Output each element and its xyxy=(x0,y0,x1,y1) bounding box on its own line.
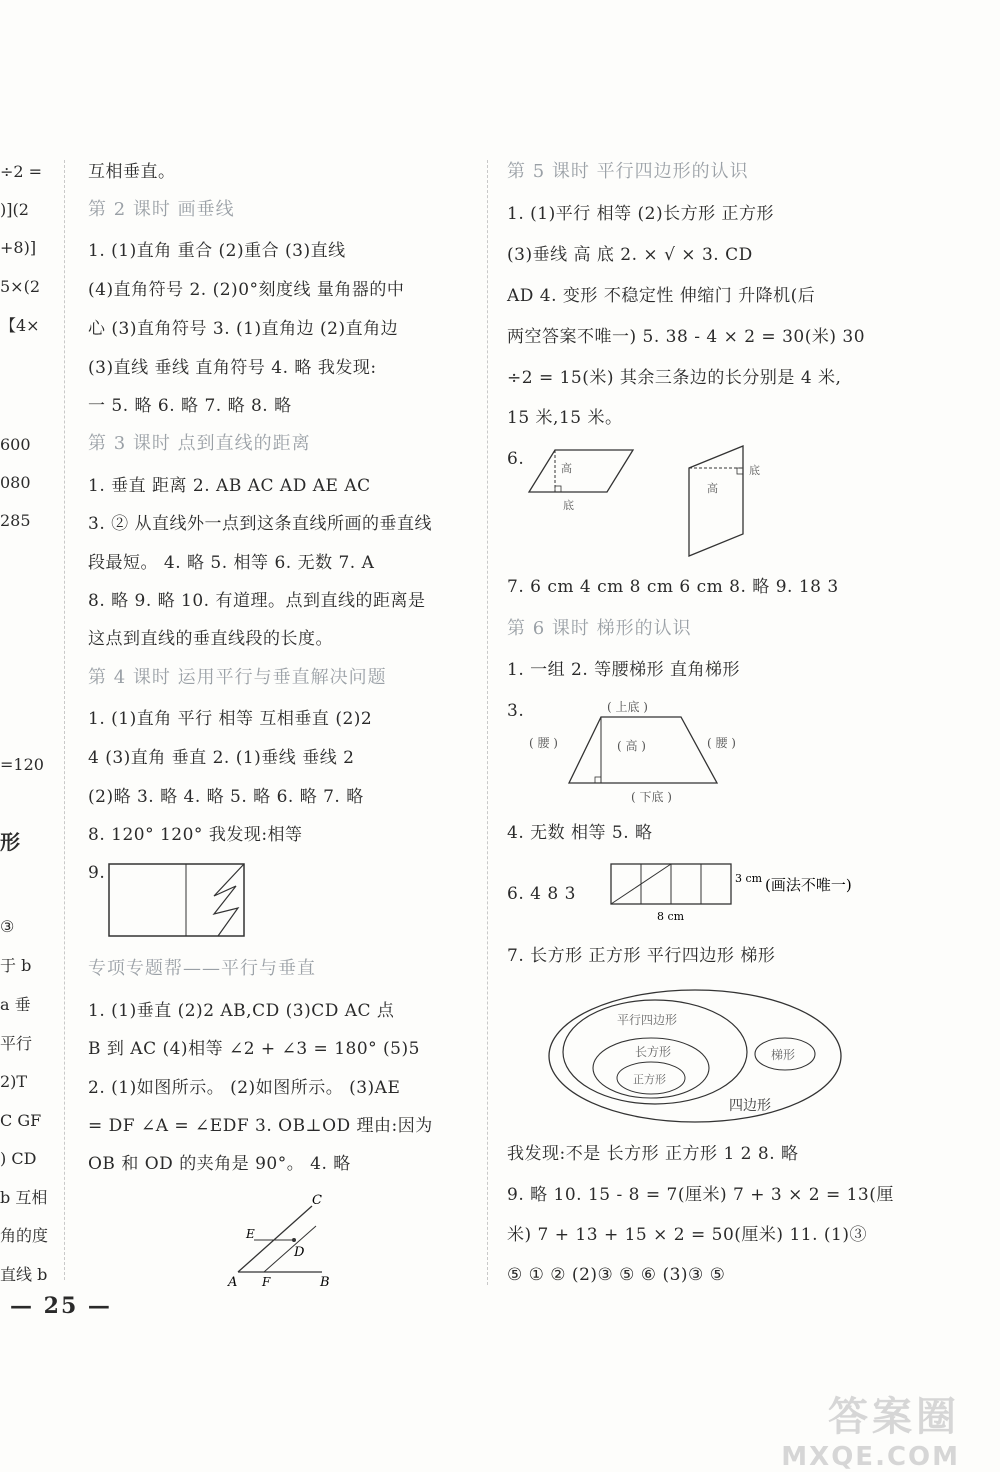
rect-note-label: (画法不唯一) xyxy=(765,876,852,894)
answer-line: 1. (1)垂直 (2)2 AB,CD (3)CD AC 点 xyxy=(88,1001,395,1021)
rectangle-zigzag-figure xyxy=(108,862,258,940)
geo-label-a: A xyxy=(228,1275,238,1290)
answer-line: ÷2 = 15(米) 其余三条边的长分别是 4 米, xyxy=(507,368,842,388)
left-fragment: ÷2 = xyxy=(0,162,43,181)
trap-right-leg-label: ( 腰 ) xyxy=(707,736,736,750)
trapezoid-figure xyxy=(521,695,771,805)
left-fragment: 080 xyxy=(0,473,31,492)
para2-base-label: 底 xyxy=(749,464,760,477)
venn-quadrilateral-label: 四边形 xyxy=(729,1098,771,1114)
left-fragment: 于 b xyxy=(0,956,32,975)
para-height-label: 高 xyxy=(561,462,572,475)
geo-label-c: C xyxy=(312,1193,322,1208)
answer-line: 7. 6 cm 4 cm 8 cm 6 cm 8. 略 9. 18 3 xyxy=(507,577,839,597)
left-fragment: 形 xyxy=(0,830,20,854)
answer-line: 8. 120° 120° 我发现:相等 xyxy=(88,825,303,845)
answer-line: 9. xyxy=(88,863,106,883)
answer-line: 1. 一组 2. 等腰梯形 直角梯形 xyxy=(507,660,741,680)
left-fragment: a 垂 xyxy=(0,995,31,1014)
lesson-heading: 专项专题帮——平行与垂直 xyxy=(88,958,316,979)
watermark-en: MXQE.COM xyxy=(781,1442,960,1472)
answer-line: 1. (1)直角 重合 (2)重合 (3)直线 xyxy=(88,241,346,261)
left-fragment: ③ xyxy=(0,917,15,936)
answer-line: 我发现:不是 长方形 正方形 1 2 8. 略 xyxy=(507,1144,799,1164)
answer-line: 两空答案不唯一) 5. 38 - 4 × 2 = 30(米) 30 xyxy=(507,327,866,347)
answer-line: 心 (3)直角符号 3. (1)直角边 (2)直角边 xyxy=(88,319,399,339)
geometry-figure-abc xyxy=(226,1190,346,1290)
divided-rectangle-figure xyxy=(607,860,897,926)
answer-line: 2. (1)如图所示。 (2)如图所示。 (3)AE xyxy=(88,1078,401,1098)
answer-line: (3)直线 垂线 直角符号 4. 略 我发现: xyxy=(88,358,377,378)
lesson-heading: 第 2 课时 画垂线 xyxy=(88,199,235,220)
answer-line: 1. (1)直角 平行 相等 互相垂直 (2)2 xyxy=(88,709,373,729)
answer-line: 4. 无数 相等 5. 略 xyxy=(507,823,653,843)
answer-line: OB 和 OD 的夹角是 90°。 4. 略 xyxy=(88,1154,351,1174)
rotated-parallelogram-figure xyxy=(687,440,787,560)
answer-line: 3. ② 从直线外一点到这条直线所画的垂直线 xyxy=(88,514,433,534)
lesson-heading: 第 4 课时 运用平行与垂直解决问题 xyxy=(88,667,387,688)
para-base-label: 底 xyxy=(563,499,574,512)
answer-line: 1. (1)平行 相等 (2)长方形 正方形 xyxy=(507,204,774,224)
answer-line: 9. 略 10. 15 - 8 = 7(厘米) 7 + 3 × 2 = 13(厘 xyxy=(507,1185,894,1205)
answer-line: 这点到直线的垂直线段的长度。 xyxy=(88,629,333,649)
left-fragment: 285 xyxy=(0,511,31,530)
trap-bottom-label: ( 下底 ) xyxy=(631,790,672,804)
answer-line: 3. xyxy=(507,701,525,721)
answer-line: 互相垂直。 xyxy=(88,162,176,182)
answer-line: 6. 4 8 3 xyxy=(507,884,576,904)
left-fragment: =120 xyxy=(0,755,44,774)
watermark xyxy=(781,1385,960,1472)
trap-left-leg-label: ( 腰 ) xyxy=(529,736,558,750)
trap-height-label: ( 高 ) xyxy=(617,739,646,753)
answer-line: 7. 长方形 正方形 平行四边形 梯形 xyxy=(507,946,776,966)
lesson-heading: 第 3 课时 点到直线的距离 xyxy=(88,433,311,454)
left-fragment: C GF xyxy=(0,1111,42,1130)
para2-height-label: 高 xyxy=(707,482,718,495)
rect-side-label: 3 cm xyxy=(735,872,763,885)
answer-line: AD 4. 变形 不稳定性 伸缩门 升降机(后 xyxy=(507,286,816,306)
left-fragment: 5×(2 xyxy=(0,277,41,296)
answer-line: 8. 略 9. 略 10. 有道理。点到直线的距离是 xyxy=(88,591,426,611)
column-divider xyxy=(487,160,488,1285)
left-fragment: 直线 b xyxy=(0,1265,48,1284)
left-fragment: 平行 xyxy=(0,1034,33,1053)
geo-label-e: E xyxy=(246,1227,255,1241)
venn-trapezoid-label: 梯形 xyxy=(771,1048,796,1062)
left-fragment: b 互相 xyxy=(0,1188,48,1207)
page-number: — 25 — xyxy=(10,1293,112,1319)
left-fragment: 角的度 xyxy=(0,1226,49,1245)
rect-bottom-label: 8 cm xyxy=(657,910,685,923)
answer-line: 6. xyxy=(507,449,525,469)
left-fragment: 2)T xyxy=(0,1072,28,1091)
lesson-heading: 第 5 课时 平行四边形的认识 xyxy=(507,161,749,182)
geo-label-f: F xyxy=(262,1275,271,1289)
geo-label-b: B xyxy=(320,1275,330,1290)
venn-parallelogram-label: 平行四边形 xyxy=(617,1013,678,1027)
trap-top-label: ( 上底 ) xyxy=(607,700,648,714)
answer-line: 1. 垂直 距离 2. AB AC AD AE AC xyxy=(88,476,371,496)
answer-line: (3)垂线 高 底 2. × √ × 3. CD xyxy=(507,245,753,265)
geo-label-d: D xyxy=(294,1245,305,1260)
lesson-heading: 第 6 课时 梯形的认识 xyxy=(507,618,692,639)
venn-rectangle-label: 长方形 xyxy=(635,1045,672,1059)
parallelogram-figure xyxy=(525,446,635,516)
venn-square-label: 正方形 xyxy=(633,1073,666,1086)
answer-line: (4)直角符号 2. (2)0°刻度线 量角器的中 xyxy=(88,280,405,300)
answer-line: B 到 AC (4)相等 ∠2 + ∠3 = 180° (5)5 xyxy=(88,1039,420,1059)
left-fragment: ) CD xyxy=(0,1149,37,1168)
left-fragment: )](2 xyxy=(0,200,29,219)
answer-line: 4 (3)直角 垂直 2. (1)垂线 垂线 2 xyxy=(88,748,355,768)
answer-line: 米) 7 + 13 + 15 × 2 = 50(厘米) 11. (1)③ xyxy=(507,1225,867,1245)
quadrilateral-venn-diagram xyxy=(545,986,845,1126)
answer-line: 15 米,15 米。 xyxy=(507,408,623,428)
answer-line: ⑤ ① ② (2)③ ⑤ ⑥ (3)③ ⑤ xyxy=(507,1265,726,1285)
answer-line: = DF ∠A = ∠EDF 3. OB⊥OD 理由:因为 xyxy=(88,1116,433,1136)
watermark-cn: 答案圈 xyxy=(828,1394,960,1440)
column-divider xyxy=(64,160,65,1280)
left-fragment: +8)] xyxy=(0,238,37,257)
answer-line: 段最短。 4. 略 5. 相等 6. 无数 7. A xyxy=(88,553,375,573)
answer-line: 一 5. 略 6. 略 7. 略 8. 略 xyxy=(88,396,292,416)
answer-line: (2)略 3. 略 4. 略 5. 略 6. 略 7. 略 xyxy=(88,787,364,807)
left-fragment: 600 xyxy=(0,435,31,454)
left-fragment: 【4× xyxy=(0,316,40,335)
